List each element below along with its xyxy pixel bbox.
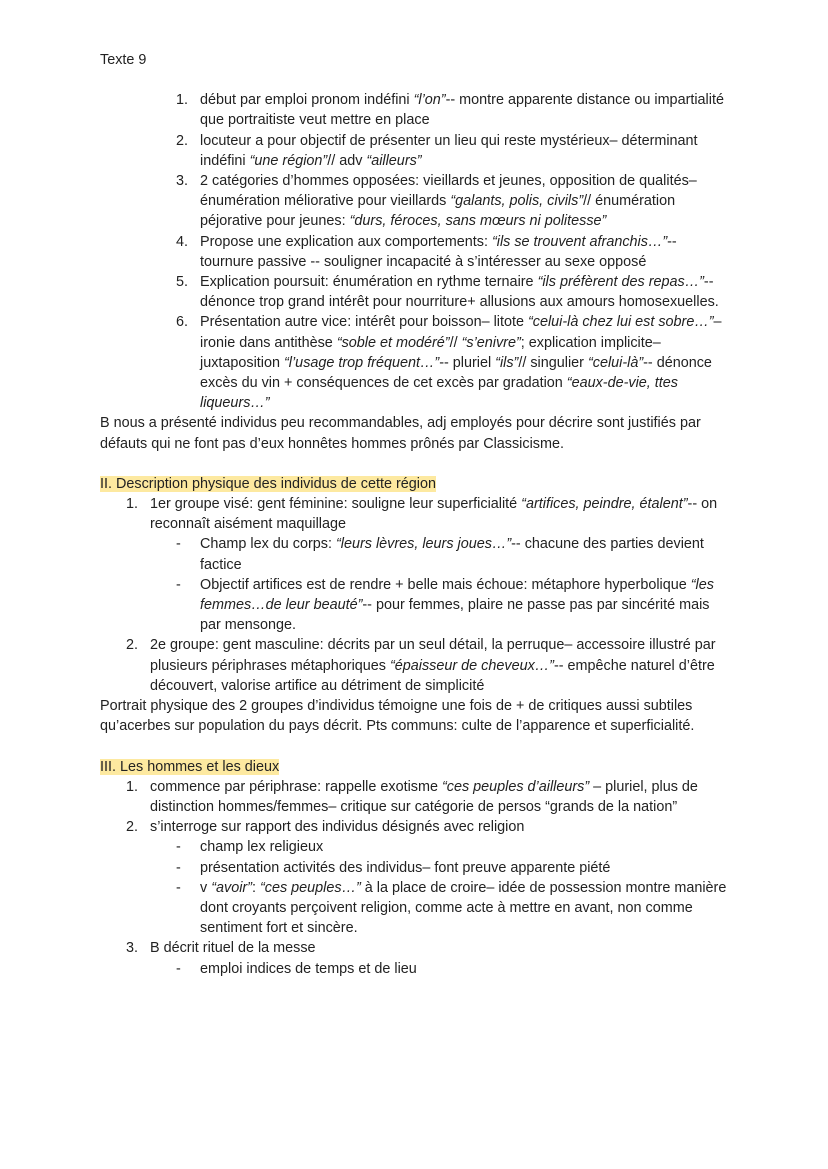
bullet-item: - v “avoir”: “ces peuples…” à la place de croire– idée de possession montre manière dont croyants perçoivent religion, comme acte à mettre en avant, non comme sentiment fort et sincère.	[176, 879, 727, 937]
item-number: 2.	[175, 132, 188, 149]
bullet-item: - présentation activités des individus– font preuve apparente piété	[176, 859, 611, 876]
section1-conclusion: B nous a présenté individus peu recommandables, adj employés pour décrire sont justifiés par défauts qui ne font pas d’eux honnêtes hommes prônés par Classicisme.	[100, 415, 701, 452]
list-item: 6. Présentation autre vice: intérêt pour boisson– litote “celui-là chez lui est sobre…”– ironie dans antithèse “soble et modéré”// “s’enivre”; explication implicite– juxtaposition “l’usage trop fréquent…”-- pluriel “ils”// singulier “celui-là”-- dénonce excès du vin + conséquences de cet excès par gradation “eaux-de-vie, ttes liqueurs…”	[100, 312, 732, 413]
item-number: 1.	[125, 778, 138, 795]
section3-list	[100, 777, 732, 979]
list-item: 2. 2e groupe: gent masculine: décrits par un seul détail, la perruque– accessoire illustré par plusieurs périphrases métaphoriques “épaisseur de cheveux…”-- empêche naturel d’être découvert, valorise artifice au détriment de simplicité	[100, 635, 732, 696]
list-item: 1. début par emploi pronom indéfini “l’on”-- montre apparente distance ou impartialité que portraitiste veut mettre en place	[100, 90, 732, 130]
section1-list	[100, 90, 732, 413]
document-title: Texte 9	[100, 52, 147, 68]
item-number: 5.	[175, 274, 188, 291]
item-number: 3.	[175, 173, 188, 190]
item-number: 2.	[125, 819, 138, 836]
list-item: 3. 2 catégories d’hommes opposées: vieillards et jeunes, opposition de qualités– énumération méliorative pour vieillards “galants, polis, civils”// énumération péjorative pour jeunes: “durs, féroces, sans mœurs ni politesse”	[100, 171, 732, 232]
document-page	[100, 50, 732, 979]
bullet-list	[150, 534, 732, 635]
item-number: 4.	[175, 233, 188, 250]
item-number: 2.	[125, 637, 138, 654]
list-item: 1. commence par périphrase: rappelle exotisme “ces peuples d’ailleurs” – pluriel, plus de distinction hommes/femmes– critique sur catégorie de persos “grands de la nation”	[100, 777, 732, 817]
bullet-item: - champ lex religieux	[176, 839, 324, 856]
list-item: 2. s’interroge sur rapport des individus désignés avec religion - champ lex religieux - présentation activités des individus– font preuve apparente piété - v “avoir”: “ces peuples…” à la place de croire– idée de possession montre manière dont croyants perçoivent religion, comme acte à mettre en avant, non comme sentiment fort et sincère.	[100, 817, 732, 938]
item-number: 3.	[125, 940, 138, 957]
list-item: 3. B décrit rituel de la messe - emploi indices de temps et de lieu	[100, 938, 732, 978]
section3-heading: III. Les hommes et les dieux	[100, 758, 280, 775]
bullet-item: - Champ lex du corps: “leurs lèvres, leurs joues…”-- chacune des parties devient factice	[176, 536, 704, 573]
item-number: 1.	[175, 92, 188, 109]
bullet-list	[150, 959, 732, 979]
section2-conclusion: Portrait physique des 2 groupes d’individus témoigne une fois de + de critiques aussi subtiles qu’acerbes sur population du pays décrit. Pts communs: culte de l’apparence et superficialité.	[100, 698, 695, 735]
item-number: 1.	[125, 496, 138, 513]
item-number: 6.	[175, 314, 188, 331]
list-item: 2. locuteur a pour objectif de présenter un lieu qui reste mystérieux– déterminant indéfini “une région”// adv “ailleurs”	[100, 131, 732, 171]
list-item: 4. Propose une explication aux comportements: “ils se trouvent afranchis…”-- tournure passive -- souligner incapacité à s’intéresser au sexe opposé	[100, 232, 732, 272]
list-item: 5. Explication poursuit: énumération en rythme ternaire “ils préfèrent des repas…”-- dénonce trop grand intérêt pour nourriture+ allusions aux amours homosexuelles.	[100, 272, 732, 312]
section2-list	[100, 494, 732, 696]
bullet-item: - Objectif artifices est de rendre + belle mais échoue: métaphore hyperbolique “les femmes…de leur beauté”-- pour femmes, plaire ne passe pas par sincérité mais par mensonge.	[176, 576, 714, 634]
section2-heading: II. Description physique des individus de cette région	[100, 475, 436, 492]
list-item: 1. 1er groupe visé: gent féminine: souligne leur superficialité “artifices, peindre, étalent”-- on reconnaît aisément maquillage - Champ lex du corps: “leurs lèvres, leurs joues…”-- chacune des parties devient factice - Objectif artifices est de rendre + belle mais échoue: métaphore hyperbolique “les femmes…de leur beauté”-- pour femmes, plaire ne passe pas par sincérité mais par mensonge.	[100, 494, 732, 635]
bullet-list	[150, 837, 732, 938]
bullet-item: - emploi indices de temps et de lieu	[176, 960, 417, 977]
